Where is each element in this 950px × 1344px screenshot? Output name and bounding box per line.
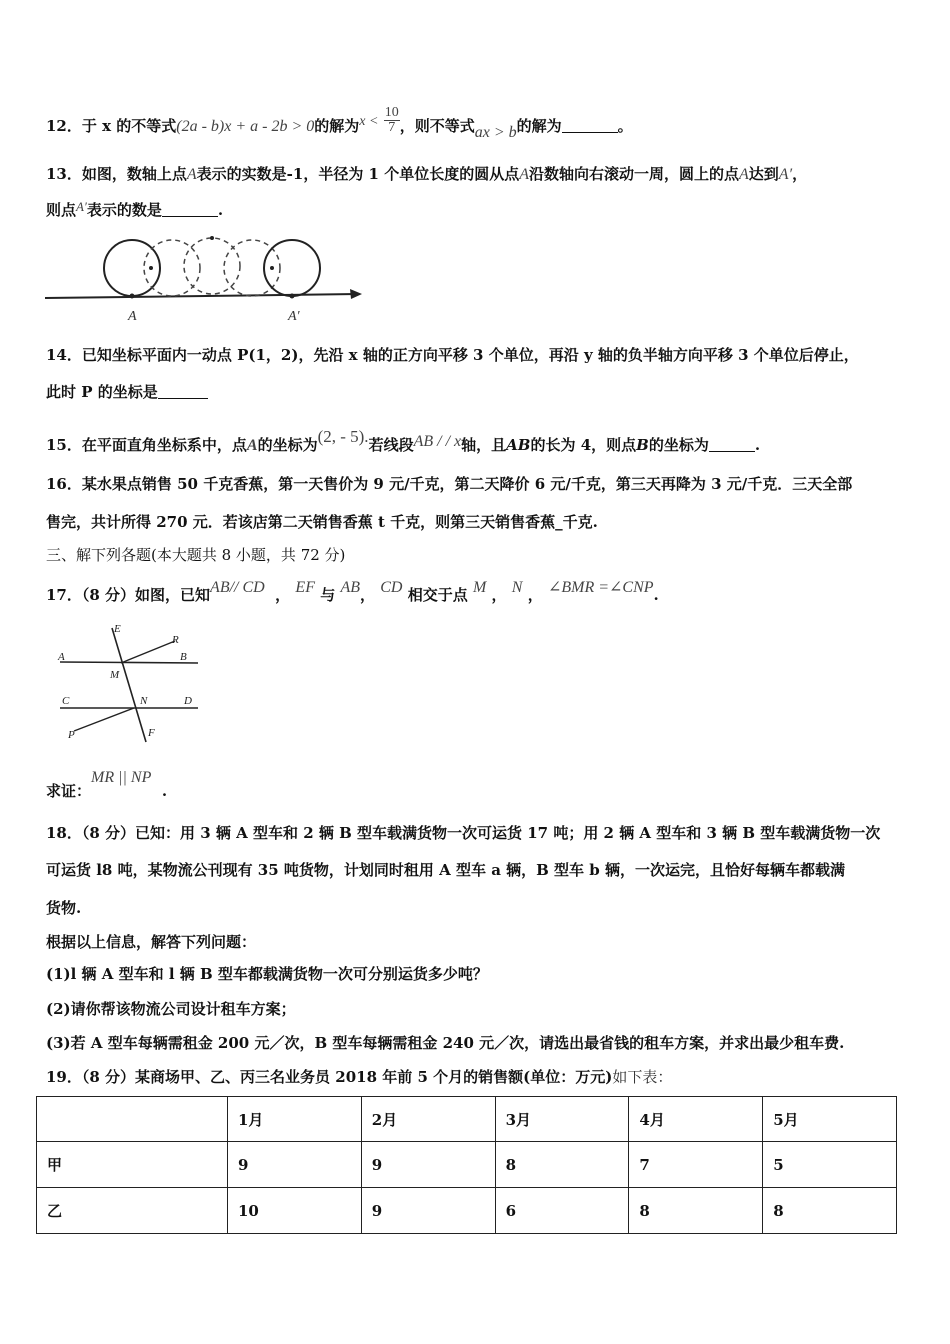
- point-a-prime-dot: [290, 294, 295, 299]
- table-cell: 10: [228, 1188, 362, 1234]
- q13-point-a-3: A: [739, 166, 749, 183]
- q13-text-g: 表示的数是: [86, 201, 162, 219]
- q17-expr-5: M: [472, 579, 487, 596]
- circle-rolling-2: [184, 238, 240, 294]
- q17-prove-end: .: [161, 782, 168, 800]
- fig-label-r: R: [172, 634, 179, 646]
- q12-text-3: ，则不等式: [399, 117, 475, 135]
- q16-line-2: 售完，共计所得 270 元．若该店第二天销售香蕉 t 千克，则第三天销售香蕉_千克.: [46, 513, 598, 531]
- number-line: [45, 294, 358, 298]
- q14-line-1: 14．已知坐标平面内一动点 P(1，2)，先沿 x 轴的正方向平移 3 个单位，再沿 y 轴的负半轴方向平移 3 个单位后停止，: [46, 346, 859, 364]
- point-dot-1: [149, 266, 153, 270]
- fig-label-a: A: [58, 651, 65, 663]
- table-cell: 乙: [37, 1188, 228, 1234]
- q12-fraction: [384, 106, 400, 135]
- q14-text: 此时 P 的坐标是: [46, 383, 158, 401]
- q17-expr-6: N: [511, 579, 523, 596]
- table-header-cell: 2月: [361, 1097, 495, 1142]
- q17-expr-7: ∠BMR =∠CNP: [547, 579, 654, 596]
- q17-line: [46, 577, 659, 605]
- q17-prove-label: 求证：: [46, 782, 92, 800]
- line-ab: [60, 662, 198, 663]
- q15-text-5: 的长为 4，则点: [530, 436, 637, 454]
- q12-expr-2: ax > b: [474, 124, 517, 141]
- q15-text-3: 若线段: [368, 436, 414, 454]
- q18-line-7: (3)若 A 型车每辆需租金 200 元／次，B 型车每辆需租金 240 元／次，请选出最省钱的租车方案，并求出最少租车费.: [46, 1034, 845, 1052]
- q15-segment: AB / / x: [413, 433, 462, 450]
- table-cell: 8: [763, 1188, 897, 1234]
- q13-rolling-circle-figure: [40, 228, 370, 328]
- q13-text-d: 达到: [748, 165, 779, 183]
- fig-label-b: B: [180, 651, 187, 663]
- q12-text-4: 的解为: [516, 117, 562, 135]
- q18-line-2: 可运货 l8 吨，某物流公刊现有 35 吨货物，计划同时租用 A 型车 a 辆，B 型车 b 辆，一次运完，且恰好每辆车都载满: [46, 861, 845, 879]
- q17-comma-1: ，: [275, 586, 291, 604]
- table-cell: 甲: [37, 1142, 228, 1188]
- table-row: [37, 1142, 897, 1188]
- table-cell: 6: [495, 1188, 629, 1234]
- q16-line-1: 16．某水果点销售 50 千克香蕉，第一天售价为 9 元/千克，第二天降价 6 元/千克，第三天再降为 3 元/千克．三天全部: [46, 475, 853, 493]
- q13-text-c: 沿数轴向右滚动一周，圆上的点: [528, 165, 739, 183]
- q13-text-e: ，: [792, 165, 808, 183]
- q17-expr-3: AB: [340, 579, 360, 596]
- table-cell: 7: [629, 1142, 763, 1188]
- table-header-cell: 5月: [763, 1097, 897, 1142]
- q17-prove-line: [46, 768, 167, 801]
- q13-text-f: 则点: [46, 201, 77, 219]
- q15-answer-blank[interactable]: [709, 437, 755, 452]
- table-cell: 8: [495, 1142, 629, 1188]
- q18-line-3: 货物.: [46, 899, 82, 917]
- q17-prove-expr: MR || NP: [91, 769, 152, 786]
- q17-parallel-lines-figure: [50, 620, 210, 745]
- fig-label-f: F: [148, 727, 155, 739]
- fig-label-m: M: [110, 669, 120, 681]
- q12-expr-1: (2a - b)x + a - 2b > 0: [176, 118, 315, 135]
- fig-label-d: D: [184, 695, 192, 707]
- q14-line-2: [46, 381, 208, 402]
- table-cell: 5: [763, 1142, 897, 1188]
- table-header-cell: 3月: [495, 1097, 629, 1142]
- fig-label-c: C: [62, 695, 70, 707]
- table-row: [37, 1188, 897, 1234]
- q12-end: 。: [617, 117, 633, 135]
- q13-line-1: [46, 163, 807, 184]
- q13-answer-blank[interactable]: [162, 202, 218, 217]
- q13-point-a-prime-2: A′: [76, 199, 87, 214]
- q18-line-5: (1)l 辆 A 型车和 l 辆 B 型车都载满货物一次可分别运货多少吨？: [46, 965, 488, 983]
- q18-line-1: 18．（8 分）已知：用 3 辆 A 型车和 2 辆 B 型车载满货物一次可运货 17 吨；用 2 辆 A 型车和 3 辆 B 型车载满货物一次: [46, 824, 881, 842]
- q13-text-b: 表示的实数是-1，半径为 1 个单位长度的圆从点: [196, 165, 520, 183]
- q12-line: [46, 104, 633, 142]
- q12-number: 12．: [46, 117, 82, 135]
- q17-end: .: [653, 586, 659, 604]
- q15-end: .: [754, 436, 761, 454]
- q13-end: .: [217, 201, 224, 219]
- section-3-heading: 三、解下列各题(本大题共 8 小题，共 72 分): [46, 546, 346, 564]
- q17-text-2: 与: [320, 586, 336, 604]
- table-header-row: [37, 1097, 897, 1142]
- q17-text-1: 17．（8 分）如图，已知: [46, 586, 211, 604]
- point-a-dot: [130, 294, 135, 299]
- q18-line-6: (2)请你帮该物流公司设计租车方案；: [46, 1000, 296, 1018]
- point-dot-2: [210, 236, 214, 240]
- q17-text-3: 相交于点: [407, 586, 468, 604]
- q15-coord: (2, - 5).: [317, 427, 369, 446]
- q13-line-2: [46, 199, 223, 220]
- ray-np: [74, 708, 134, 731]
- q15-text-6: 的坐标为: [648, 436, 709, 454]
- q17-comma-4: ，: [527, 586, 543, 604]
- q15-ab: AB: [506, 436, 531, 454]
- table-cell: 9: [361, 1142, 495, 1188]
- ray-mr: [121, 641, 175, 663]
- q19-text-1: 19．（8 分）某商场甲、乙、丙三名业务员 2018 年前 5 个月的销售额(单位：万元): [46, 1068, 613, 1086]
- q17-comma-3: ，: [491, 586, 507, 604]
- table-cell: 9: [228, 1142, 362, 1188]
- q15-text-4: 轴，且: [461, 436, 507, 454]
- point-dot-3: [270, 266, 274, 270]
- q12-text-2: 的解为: [314, 117, 360, 135]
- table-header-cell: [37, 1097, 228, 1142]
- table-cell: 8: [629, 1188, 763, 1234]
- number-line-arrow-icon: [350, 289, 362, 299]
- fig-label-e: E: [114, 623, 121, 635]
- table-cell: 9: [361, 1188, 495, 1234]
- q13-point-a-2: A: [519, 166, 529, 183]
- q12-text-1: 于 x 的不等式: [81, 117, 177, 135]
- q12-frac-num: 10: [384, 104, 399, 120]
- q13-text-a: 13．如图，数轴上点: [46, 165, 187, 183]
- q14-answer-blank[interactable]: [158, 384, 208, 399]
- fig-label-n: N: [140, 695, 148, 707]
- q19-text-2: 如下表：: [612, 1068, 673, 1086]
- q17-comma-2: ，: [360, 586, 376, 604]
- q15-text-2: 的坐标为: [257, 436, 318, 454]
- q12-frac-den: 7: [388, 119, 396, 135]
- q12-x-lt: x <: [359, 114, 379, 129]
- q17-expr-4: CD: [380, 579, 403, 596]
- q15-point-b: B: [636, 436, 649, 454]
- line-ef: [112, 628, 146, 742]
- q19-line: [46, 1066, 672, 1087]
- q17-expr-1: AB// CD: [210, 579, 265, 596]
- table-header-cell: 1月: [228, 1097, 362, 1142]
- q12-answer-blank[interactable]: [562, 118, 618, 133]
- q15-text-1: 15．在平面直角坐标系中，点: [46, 436, 247, 454]
- q15-line: [46, 427, 760, 455]
- q15-point-a: A: [246, 437, 258, 454]
- q18-line-4: 根据以上信息，解答下列问题：: [46, 933, 257, 951]
- fig-label-a-prime: A′: [288, 309, 300, 324]
- fig-label-p: P: [68, 729, 75, 741]
- q17-expr-2: EF: [295, 579, 315, 596]
- table-header-cell: 4月: [629, 1097, 763, 1142]
- fig-label-a: A: [128, 309, 137, 324]
- q13-point-a: A: [186, 166, 197, 183]
- sales-table: [36, 1096, 897, 1234]
- q13-point-a-prime: A′: [778, 166, 793, 183]
